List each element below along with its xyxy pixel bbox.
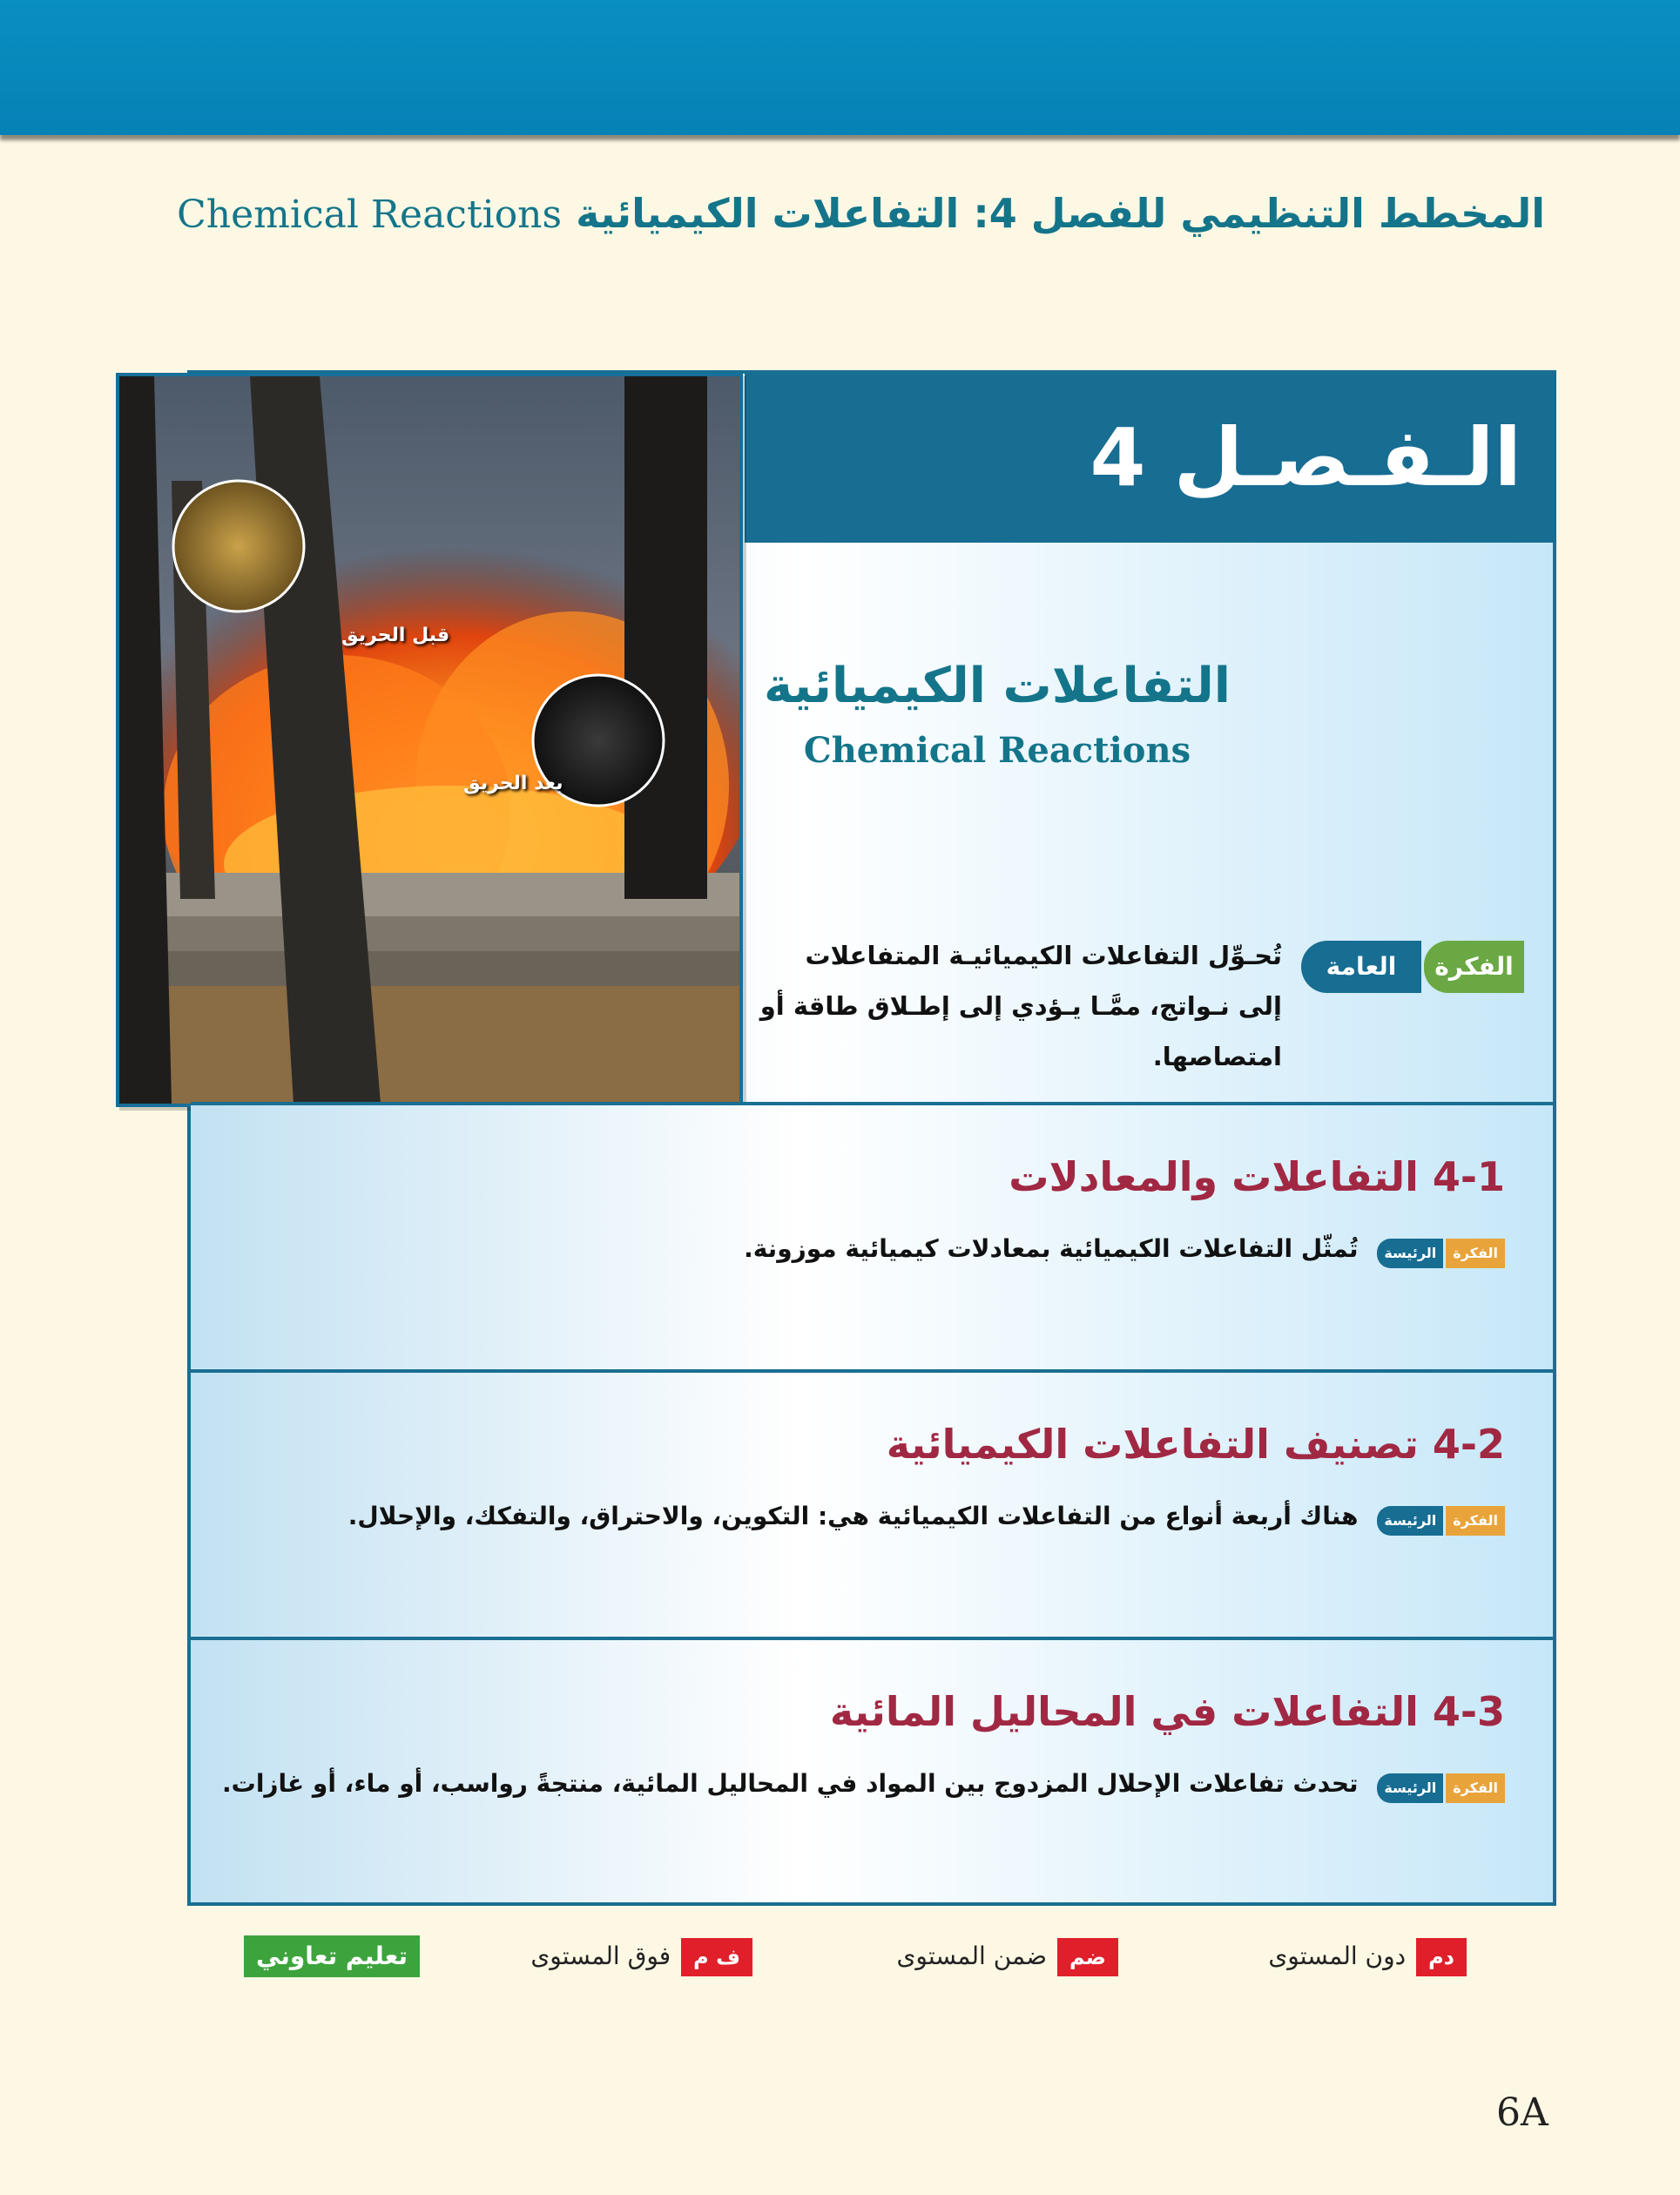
big-idea-badge: [1293, 941, 1524, 993]
legend-label: ضمن المستوى: [896, 1942, 1047, 1970]
legend-code: دم: [1416, 1938, 1467, 1976]
legend-label: فوق المستوى: [530, 1942, 671, 1970]
section-4-3: [191, 1637, 1553, 1902]
main-idea-badge: [1377, 1770, 1505, 1800]
page-heading: [174, 190, 1545, 237]
section-4-2: [191, 1369, 1553, 1635]
chapter-topic-english: Chemical Reactions: [803, 730, 1191, 771]
main-idea: [222, 1769, 1505, 1800]
main-idea: [348, 1502, 1505, 1532]
top-color-band: [0, 0, 1680, 135]
page-heading-english: Chemical Reactions: [177, 192, 563, 237]
chapter-title: الـفـصـل 4: [1090, 411, 1521, 504]
section-title: 4-1 التفاعلات والمعادلات: [1009, 1153, 1505, 1200]
main-idea-badge-a: الفكرة: [1446, 1239, 1505, 1268]
section-4-1: [191, 1102, 1553, 1368]
main-idea-text: تُمثّل التفاعلات الكيميائية بمعادلات كيميائية موزونة.: [744, 1234, 1359, 1263]
cooperative-learning-badge: تعليم تعاوني: [244, 1935, 420, 1977]
main-idea: [744, 1234, 1505, 1265]
section-title: 4-2 تصنيف التفاعلات الكيميائية: [886, 1421, 1505, 1468]
big-idea-text: تُحـوِّل التفاعلات الكيميائيـة المتفاعلات إلى نـواتج، ممَّـا يـؤدي إلى إطـلاق طاقة أو امتصاصها.: [759, 941, 1282, 1071]
after-fire-label: بعد الحريق: [463, 773, 563, 794]
main-idea-text: تحدث تفاعلات الإحلال المزدوج بين المواد في المحاليل المائية، منتجةً رواسب، أو ماء، أو غازات.: [222, 1769, 1359, 1798]
legend-code: ضم: [1057, 1938, 1118, 1976]
big-idea-label-sub: العامة: [1301, 941, 1421, 993]
chapter-title-bar: [745, 373, 1556, 543]
main-idea-text: هناك أربعة أنواع من التفاعلات الكيميائية هي: التكوين، والاحتراق، والتفكك، والإحلال.: [347, 1502, 1359, 1530]
section-title: 4-3 التفاعلات في المحاليل المائية: [829, 1688, 1505, 1735]
main-idea-badge-b: الرئيسة: [1377, 1506, 1443, 1536]
legend-code: ف م: [681, 1938, 752, 1976]
forest-fire-photo: [116, 373, 743, 1107]
page-heading-arabic: المخطط التنظيمي للفصل 4: التفاعلات الكيميائية: [576, 190, 1545, 237]
main-idea-badge: [1377, 1503, 1505, 1532]
forest-fire-illustration: [119, 376, 739, 1104]
big-idea-label-main: الفكرة: [1424, 941, 1524, 993]
page-number: 6A: [1496, 2090, 1548, 2135]
main-idea-badge: [1377, 1235, 1505, 1265]
legend-above-level: [530, 1938, 752, 1976]
main-idea-badge-b: الرئيسة: [1377, 1239, 1443, 1268]
legend-label: دون المستوى: [1268, 1942, 1407, 1970]
before-fire-label: قبل الحريق: [341, 625, 450, 646]
legend-below-level: [1268, 1938, 1467, 1976]
main-idea-badge-a: الفكرة: [1446, 1773, 1505, 1803]
legend-on-level: [897, 1938, 1119, 1976]
main-idea-badge-b: الرئيسة: [1377, 1773, 1443, 1803]
main-idea-badge-a: الفكرة: [1446, 1506, 1505, 1536]
chapter-topic-arabic: التفاعلات الكيميائية: [764, 658, 1231, 714]
